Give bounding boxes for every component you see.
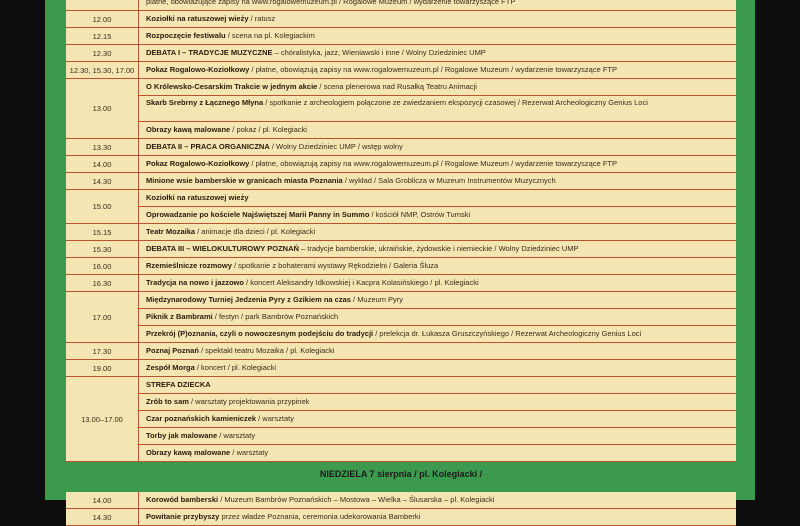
event-item bbox=[139, 173, 736, 189]
event-item bbox=[139, 428, 736, 445]
time-cell: 12.00 bbox=[66, 11, 139, 27]
events-cell bbox=[139, 292, 736, 342]
event-title: DEBATA I – TRADYCJE MUZYCZNE bbox=[146, 48, 273, 57]
time-cell: 14.30 bbox=[66, 509, 139, 525]
event-title: Obrazy kawą malowane bbox=[146, 448, 231, 457]
event-description: / spektakl teatru Mozaika / pl. Kolegiacki bbox=[198, 346, 335, 355]
time-cell: 13.00 bbox=[66, 79, 139, 138]
events-cell bbox=[139, 28, 736, 44]
time-cell: 14.00 bbox=[66, 156, 139, 172]
event-description: / spotkanie z bohaterami wystawy Rękodzielni / Galeria Śluza bbox=[231, 261, 439, 270]
event-description: / wykład / Sala Groblicza w Muzeum Instrumentów Muzycznych bbox=[342, 176, 556, 185]
schedule-row bbox=[66, 28, 736, 45]
schedule-row bbox=[66, 45, 736, 62]
event-item bbox=[139, 326, 736, 342]
event-title: Tradycja na nowo i jazzowo bbox=[146, 278, 244, 287]
event-title: Korowód bamberski bbox=[146, 495, 219, 504]
time-cell: 17.30 bbox=[66, 343, 139, 359]
event-item bbox=[139, 309, 736, 326]
event-title: Rzemieślnicze rozmowy bbox=[146, 261, 232, 270]
events-cell bbox=[139, 224, 736, 240]
event-description: / Wolny Dziedziniec UMP / wstęp wolny bbox=[269, 142, 403, 151]
event-title: STREFA DZIECKA bbox=[146, 380, 211, 389]
time-cell: 13.30 bbox=[66, 139, 139, 155]
event-item bbox=[139, 445, 736, 461]
event-item bbox=[139, 28, 736, 44]
events-cell bbox=[139, 360, 736, 376]
time-cell: 15.30 bbox=[66, 241, 139, 257]
schedule-row bbox=[66, 224, 736, 241]
event-description: / prelekcja dr. Łukasza Gruszczyńskiego / Rezerwat Archeologiczny Genius Loci bbox=[373, 329, 642, 338]
event-description: / płatne, obowiązują zapisy na www.rogalowemuzeum.pl / Rogalowe Muzeum / wydarzenie towarzyszące FTP bbox=[249, 159, 618, 168]
schedule-row bbox=[66, 509, 736, 526]
event-title: Skarb Srebrny z Łącznego Młyna bbox=[146, 98, 264, 107]
event-description: / animacje dla dzieci / pl. Kolegiacki bbox=[195, 227, 316, 236]
event-title: Minione wsie bamberskie w granicach miasta Poznania bbox=[146, 176, 343, 185]
events-cell bbox=[139, 241, 736, 257]
schedule-row bbox=[66, 156, 736, 173]
schedule-row bbox=[66, 258, 736, 275]
event-item bbox=[139, 275, 736, 291]
event-item bbox=[139, 258, 736, 274]
events-cell bbox=[139, 275, 736, 291]
event-title: Powitanie przybyszy bbox=[146, 512, 220, 521]
event-item bbox=[139, 0, 736, 10]
event-description: – tradycje bamberskie, ukraińskie, żydowskie i niemieckie / Wolny Dziedziniec UMP bbox=[298, 244, 579, 253]
time-cell: 17.00 bbox=[66, 292, 139, 342]
events-cell bbox=[139, 11, 736, 27]
event-title: Przekrój (P)oznania, czyli o nowoczesnym podejściu do tradycji bbox=[146, 329, 374, 338]
event-description: / spotkanie z archeologiem połączone ze zwiedzaniem ekspozycji czasowej / Rezerwat Archeologiczny Genius Loci bbox=[263, 98, 648, 107]
events-cell bbox=[139, 258, 736, 274]
event-description: / kościół NMP, Ostrów Tumski bbox=[369, 210, 471, 219]
event-title: Zrób to sam bbox=[146, 397, 189, 406]
events-cell bbox=[139, 79, 736, 138]
schedule-row bbox=[66, 492, 736, 509]
event-title: Oprowadzanie po kościele Najświętszej Marii Panny in Summo bbox=[146, 210, 370, 219]
event-title: Obrazy kawą malowane bbox=[146, 125, 231, 134]
event-description: / festyn / park Bambrów Poznańskich bbox=[212, 312, 339, 321]
event-item bbox=[139, 411, 736, 428]
event-title: Rozpoczęcie festiwalu bbox=[146, 31, 226, 40]
events-cell bbox=[139, 173, 736, 189]
schedule-row bbox=[66, 377, 736, 462]
schedule-row bbox=[66, 173, 736, 190]
event-title: O Królewsko-Cesarskim Trakcie w jednym akcie bbox=[146, 82, 318, 91]
time-cell: 19.00 bbox=[66, 360, 139, 376]
event-title: DEBATA III – WIELOKULTUROWY POZNAŃ bbox=[146, 244, 299, 253]
event-description: przez władze Poznania, ceremonia udekorowania Bamberki bbox=[219, 512, 421, 521]
time-cell: 15.15 bbox=[66, 224, 139, 240]
schedule-row bbox=[66, 0, 736, 11]
event-item bbox=[139, 96, 736, 122]
events-cell bbox=[139, 509, 736, 525]
schedule-row bbox=[66, 343, 736, 360]
event-description: / Muzeum Pyry bbox=[350, 295, 404, 304]
events-cell bbox=[139, 492, 736, 508]
event-title: Międzynarodowy Turniej Jedzenia Pyry z Gzikiem na czas bbox=[146, 295, 351, 304]
event-description: / płatne, obowiązują zapisy na www.rogalowemuzeum.pl / Rogalowe Muzeum / wydarzenie towarzyszące FTP bbox=[249, 65, 618, 74]
event-description: / scena plenerowa nad Rusałką Teatru Animacji bbox=[317, 82, 477, 91]
event-title: Teatr Mozaika bbox=[146, 227, 196, 236]
event-title: DEBATA II – PRACA ORGANICZNA bbox=[146, 142, 270, 151]
time-cell: 13.00–17.00 bbox=[66, 377, 139, 461]
time-cell: 12.30, 15.30, 17.00 bbox=[66, 62, 139, 78]
schedule-row bbox=[66, 275, 736, 292]
event-description: / koncert Aleksandry Idkowskiej i Kacpra Kolasińskiego / pl. Kolegiacki bbox=[243, 278, 479, 287]
event-description: / pokaz / pl. Kolegiacki bbox=[230, 125, 307, 134]
events-cell bbox=[139, 156, 736, 172]
event-description: – chóralistyka, jazz, Wieniawski i inne / Wolny Dziedziniec UMP bbox=[272, 48, 486, 57]
schedule bbox=[66, 0, 736, 526]
day-heading-sunday: NIEDZIELA 7 sierpnia / pl. Kolegiacki / bbox=[319, 469, 483, 479]
time-cell: 16.30 bbox=[66, 275, 139, 291]
time-cell: 12.15 bbox=[66, 28, 139, 44]
event-description: / Muzeum Bambrów Poznańskich – Mostowa – Wielka – Ślusarska – pl. Kolegiacki bbox=[218, 495, 495, 504]
events-cell bbox=[139, 45, 736, 61]
saturday-table bbox=[66, 0, 736, 462]
time-cell: 14.00 bbox=[66, 492, 139, 508]
event-title: Poznaj Poznań bbox=[146, 346, 199, 355]
event-item bbox=[139, 241, 736, 257]
event-description: platne, obowiazujące zapisy na www.rogalowemuzeum.pl / Rogalowe Muzeum / wydarzenie towarzyszące FTP bbox=[146, 0, 516, 6]
event-description: / ratusz bbox=[248, 14, 276, 23]
events-cell bbox=[139, 343, 736, 359]
event-item bbox=[139, 122, 736, 138]
event-item bbox=[139, 45, 736, 61]
schedule-row bbox=[66, 79, 736, 139]
event-item bbox=[139, 292, 736, 309]
event-item bbox=[139, 62, 736, 78]
event-title: Zespół Morga bbox=[146, 363, 195, 372]
event-description: / warsztaty bbox=[217, 431, 256, 440]
schedule-row bbox=[66, 241, 736, 258]
schedule-row bbox=[66, 139, 736, 156]
schedule-row bbox=[66, 292, 736, 343]
event-description: / koncert / pl. Kolegiacki bbox=[194, 363, 277, 372]
event-item bbox=[139, 11, 736, 27]
event-description: / warsztaty bbox=[256, 414, 294, 423]
event-title: Piknik z Bambrami bbox=[146, 312, 213, 321]
event-description: / warsztaty bbox=[230, 448, 269, 457]
event-title: Pokaz Rogalowo-Koziołkowy bbox=[146, 159, 250, 168]
events-cell bbox=[139, 139, 736, 155]
event-item bbox=[139, 492, 736, 508]
event-item bbox=[139, 207, 736, 223]
event-item bbox=[139, 394, 736, 411]
event-item bbox=[139, 156, 736, 172]
events-cell bbox=[139, 0, 736, 10]
event-item bbox=[139, 377, 736, 394]
event-description: / scena na pl. Kolegiackim bbox=[225, 31, 315, 40]
time-cell: 15.00 bbox=[66, 190, 139, 223]
time-cell: 14.30 bbox=[66, 173, 139, 189]
events-cell bbox=[139, 377, 736, 461]
schedule-row bbox=[66, 190, 736, 224]
event-item bbox=[139, 360, 736, 376]
event-description: / warsztaty projektowania przypinek bbox=[188, 397, 310, 406]
event-title: Pokaz Rogalowo-Koziołkowy bbox=[146, 65, 250, 74]
time-cell: 16.00 bbox=[66, 258, 139, 274]
schedule-row bbox=[66, 11, 736, 28]
event-item bbox=[139, 343, 736, 359]
event-item bbox=[139, 139, 736, 155]
event-title: Koziołki na ratuszowej wieży bbox=[146, 193, 249, 202]
events-cell bbox=[139, 190, 736, 223]
sunday-table bbox=[66, 492, 736, 526]
schedule-row bbox=[66, 360, 736, 377]
event-title: Czar poznańskich kamieniczek bbox=[146, 414, 257, 423]
event-item bbox=[139, 224, 736, 240]
events-cell bbox=[139, 62, 736, 78]
event-item bbox=[139, 190, 736, 207]
event-title: Torby jak malowane bbox=[146, 431, 218, 440]
event-item bbox=[139, 509, 736, 525]
time-cell: 12.30 bbox=[66, 45, 139, 61]
event-title: Koziołki na ratuszowej wieży bbox=[146, 14, 249, 23]
time-cell bbox=[66, 0, 139, 10]
schedule-row bbox=[66, 62, 736, 79]
event-item bbox=[139, 79, 736, 96]
